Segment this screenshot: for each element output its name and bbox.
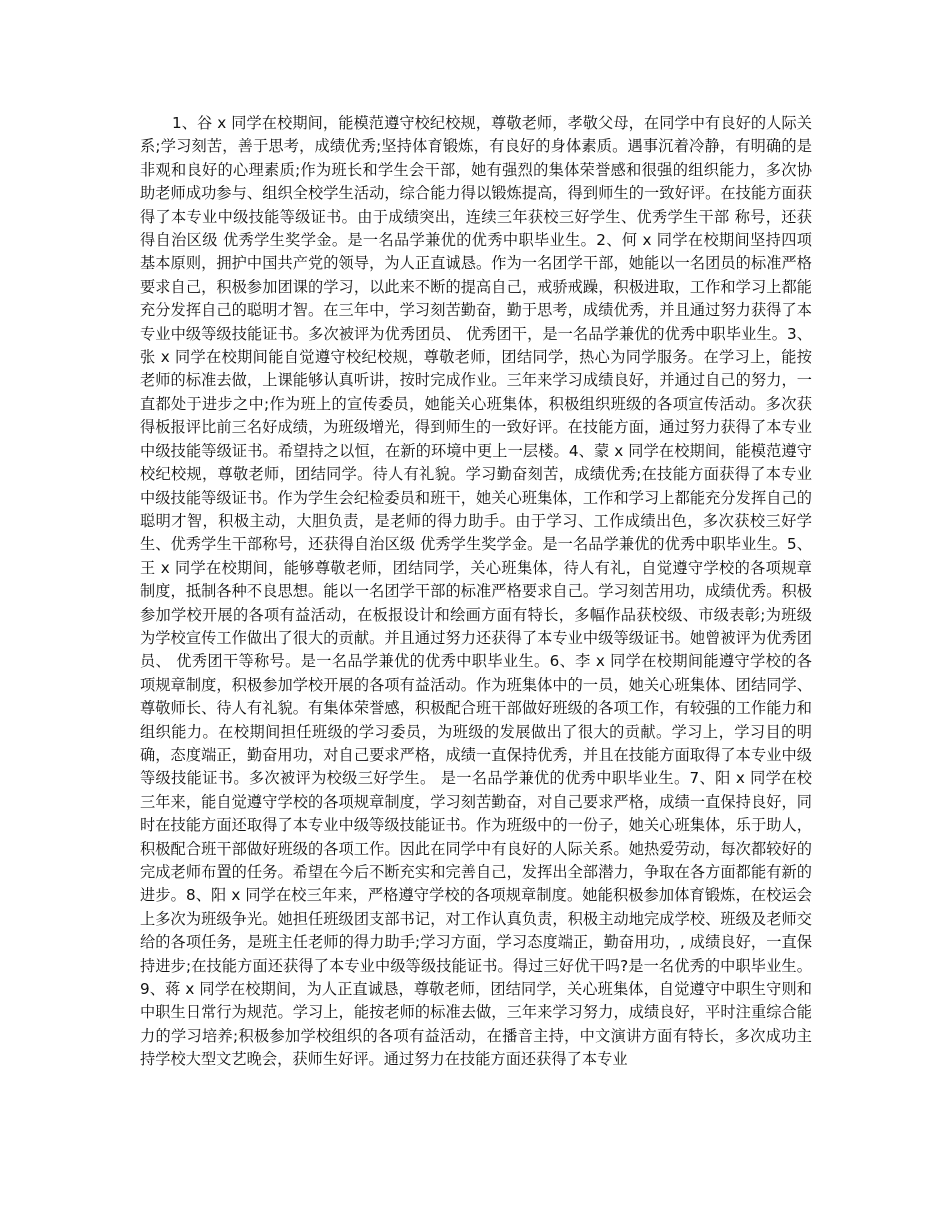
paragraph-4: 4、蒙 x 同学在校期间，能模范遵守校纪校规，尊敬老师，团结同学。待人有礼貌。学习勤奋刻苦，成绩优秀;在技能方面获得了本专业中级技能等级证书。作为学生会纪检委员和班干，她关心班集体，工作和学习上都能充分发挥自己的聪明才智，积极主动，大胆负责，是老师的得力助手。由于学习、工作成绩出色，多次获校三好学生、优秀学生干部称号，还获得自治区级 优秀学生奖学金。是一名品学兼优的优秀中职毕业生。 [140, 441, 812, 554]
paragraph-9: 9、蒋 x 同学在校期间，为人正直诚恳，尊敬老师，团结同学，关心班集体，自觉遵守中职生守则和中职生日常行为规范。学习上，能按老师的标准去做，三年来学习努力，成绩良好，平时注重综合能力的学习培养;积极参加学校组织的各项有益活动，在播音主持，中文演讲方面有特长，多次成功主持学校大型文艺晚会，获师生好评。通过努力在技能方面还获得了本专业 [140, 980, 812, 1069]
paragraph-1: 1、谷 x 同学在校期间，能模范遵守校纪校规，尊敬老师，孝敬父母，在同学中有良好的人际关系;学习刻苦，善于思考，成绩优秀;坚持体育锻炼，有良好的身体素质。遇事沉着冷静，有明确的是非观和良好的心理素质;作为班长和学生会干部，她有强烈的集体荣誉感和很强的组织能力，多次协助老师成功参与、组织全校学生活动，综合能力得以锻炼提高，得到师生的一致好评。在技能方面获得了本专业中级技能等级证书。由于成绩突出，连续三年获校三好学生、优秀学生干部 称号，还获得自治区级 优秀学生奖学金。是一名品学兼优的优秀中职毕业生。 [140, 114, 812, 250]
paragraph-8: 8、阳 x 同学在校三年来，严格遵守学校的各项规章制度。她能积极参加体育锻炼，在校运会上多次为班级争光。她担任班级团支部书记，对工作认真负责，积极主动地完成学校、班级及老师交给的各项任务，是班主任老师的得力助手;学习方面，学习态度端正，勤奋用功，, 成绩良好，一直保持进步;在技能方面还获得了本专业中级等级技能证书。得过三好优干吗?是一名优秀的中职毕业生。 [140, 886, 812, 975]
paragraph-6: 6、李 x 同学在校期间能遵守学校的各项规章制度，积极参加学校开展的各项有益活动。作为班集体中的一员，她关心班集体、团结同学、尊敬师长、待人有礼貌。有集体荣誉感，积极配合班干部做好班级的各项工作，有较强的工作能力和组织能力。在校期间担任班级的学习委员，为班级的发展做出了很大的贡献。学习上，学习目的明确，态度端正，勤奋用功，对自己要求严格，成绩一直保持优秀，并且在技能方面取得了本专业中级等级技能证书。多次被评为校级三好学生。 是一名品学兼优的优秀中职毕业生。 [140, 652, 812, 788]
paragraph-3: 3、张 x 同学在校期间能自觉遵守校纪校规，尊敬老师，团结同学，热心为同学服务。在学习上，能按老师的标准去做，上课能够认真听讲，按时完成作业。三年来学习成绩良好，并通过自己的努力，一直都处于进步之中;作为班上的宣传委员，她能关心班集体，积极组织班级的各项宣传活动。多次获得板报评比前三名好成绩，为班级增光，得到师生的一致好评。在技能方面，通过努力获得了本专业中级技能等级证书。希望持之以恒，在新的环境中更上一层楼。 [140, 324, 813, 460]
paragraph-5: 5、王 x 同学在校期间，能够尊敬老师，团结同学，关心班集体，待人有礼，自觉遵守学校的各项规章制度，抵制各种不良思想。能以一名团学干部的标准严格要求自己。学习刻苦用功，成绩优秀。积极参加学校开展的各项有益活动，在板报设计和绘画方面有特长，多幅作品获校级、市级表彰;为班级为学校宣传工作做出了很大的贡献。并且通过努力还获得了本专业中级等级证书。她曾被评为优秀团员、 优秀团干等称号。是一名品学兼优的优秀中职毕业生。 [140, 535, 813, 671]
document-body [140, 112, 812, 1072]
paragraph-2: 2、何 x 同学在校期间坚持四项基本原则，拥护中国共产党的领导，为人正直诚恳。作为一名团学干部，她能以一名团员的标准严格要求自己，积极参加团课的学习，以此来不断的提高自己，戒骄戒躁，积极进取，工作和学习上都能充分发挥自己的聪明才智。在三年中，学习刻苦勤奋，勤于思考，成绩优秀，并且通过努力获得了本专业中级等级技能证书。多次被评为优秀团员、 优秀团干，是一名品学兼优的优秀中职毕业生。 [140, 231, 813, 343]
paragraph-7: 7、阳 x 同学在校三年来，能自觉遵守学校的各项规章制度，学习刻苦勤奋，对自己要求严格，成绩一直保持良好，同时在技能方面还取得了本专业中级等级技能证书。作为班级中的一份子，她关心班集体，乐于助人，积极配合班干部做好班级的各项工作。因此在同学中有良好的人际关系。她热爱劳动，每次都较好的完成老师布置的任务。希望在今后不断充实和完善自己，发挥出全部潜力，争取在各方面都能有新的进步。 [140, 769, 812, 905]
